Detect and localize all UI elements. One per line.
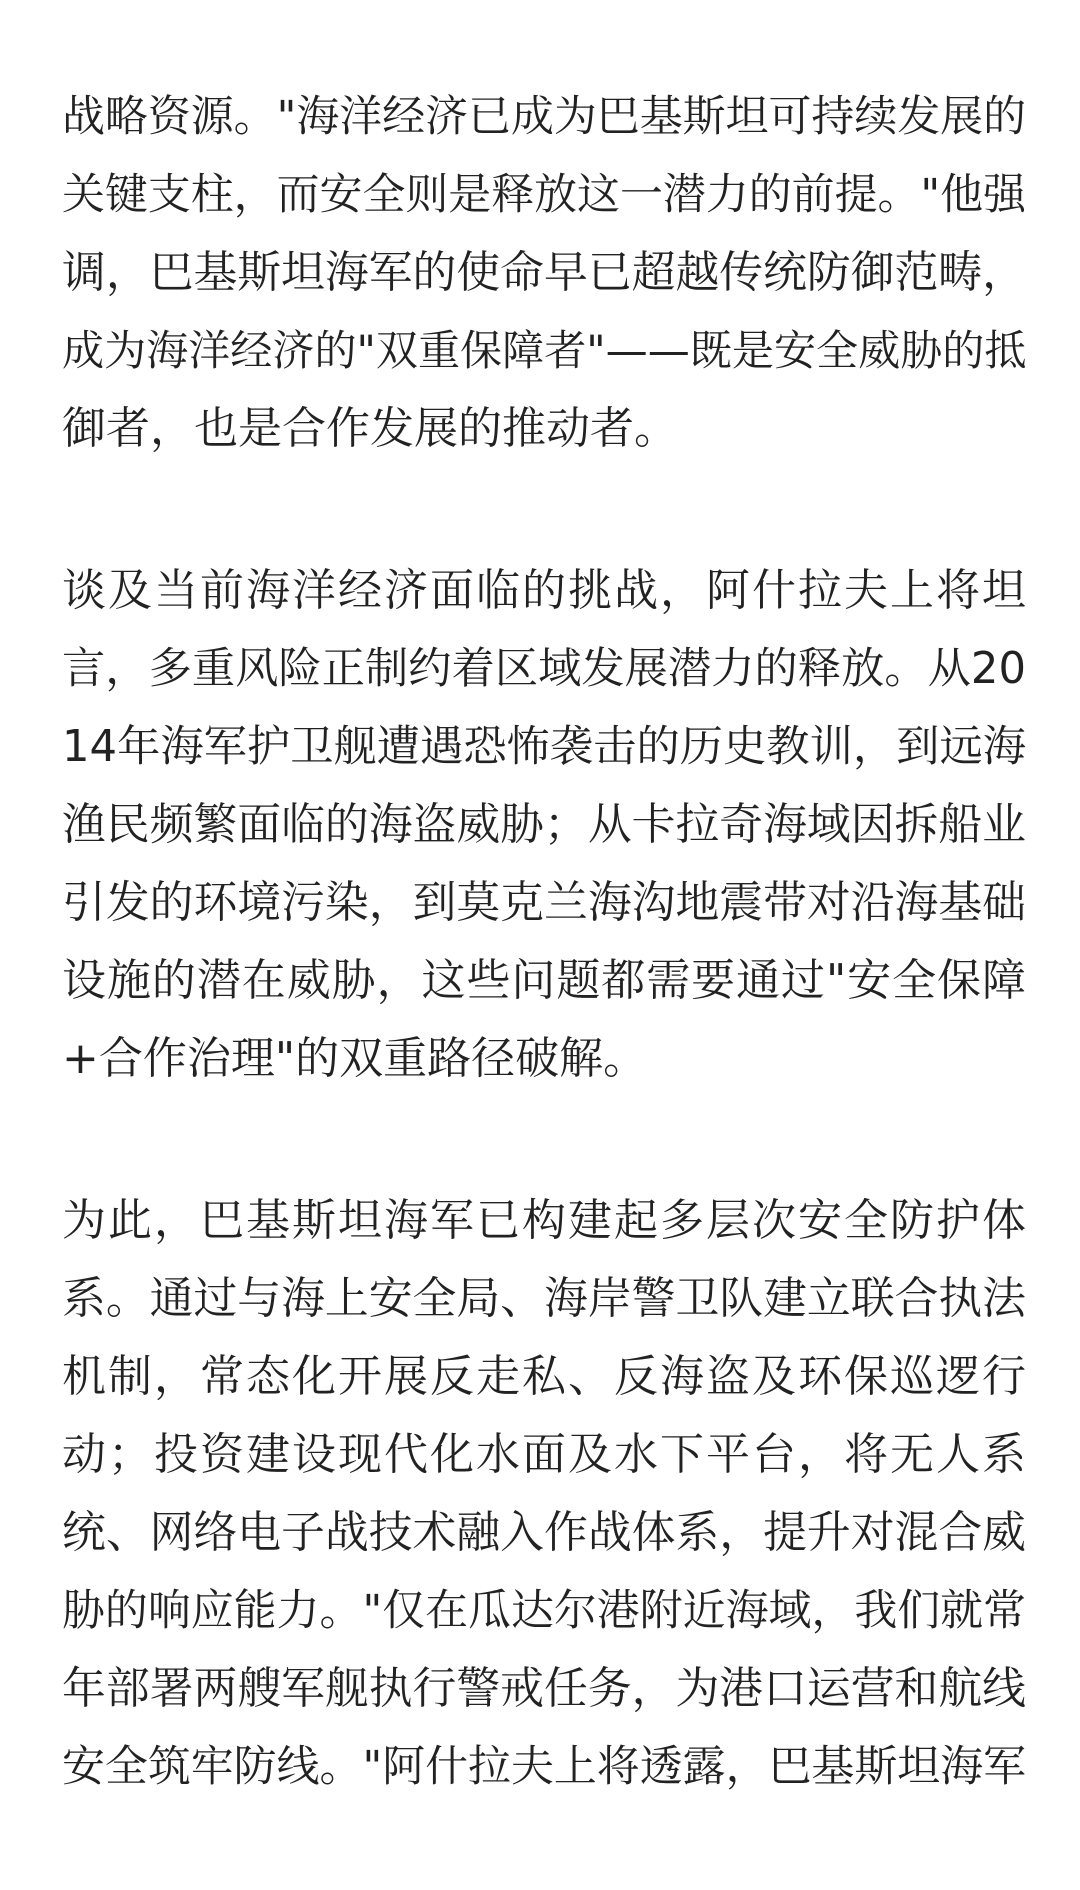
text-line: +合作治理"的双重路径破解。	[62, 1033, 648, 1084]
text-line: 年部署两艘军舰执行警戒任务，为港口运营和航线	[62, 1663, 1026, 1714]
paragraph-2	[62, 552, 1026, 1098]
text-line: 御者，也是合作发展的推动者。	[62, 403, 678, 454]
text-line: 调，巴基斯坦海军的使命早已超越传统防御范畴，	[62, 247, 1026, 298]
text-line: 成为海洋经济的"双重保障者"——既是安全威胁的抵	[62, 326, 1027, 375]
paragraph-1	[62, 78, 1026, 468]
text-line: 言，多重风险正制约着区域发展潜力的释放。从20	[62, 644, 1026, 694]
text-line: 渔民频繁面临的海盗威胁；从卡拉奇海域因拆船业	[62, 799, 1026, 850]
article-body	[62, 78, 1026, 1890]
text-line: 系。通过与海上安全局、海岸警卫队建立联合执法	[62, 1273, 1026, 1324]
text-line: 胁的响应能力。"仅在瓜达尔港附近海域，我们就常	[62, 1586, 1027, 1636]
text-line: 安全筑牢防线。"阿什拉夫上将透露，巴基斯坦海军	[62, 1742, 1027, 1792]
paragraph-3	[62, 1182, 1026, 1806]
text-line: 战略资源。"海洋经济已成为巴基斯坦可持续发展的	[62, 92, 1027, 142]
text-line: 谈及当前海洋经济面临的挑战，阿什拉夫上将坦	[62, 565, 1026, 616]
text-line: 为此，巴基斯坦海军已构建起多层次安全防护体	[62, 1195, 1026, 1246]
text-line: 14年海军护卫舰遭遇恐怖袭击的历史教训，到远海	[62, 722, 1026, 772]
text-line: 机制，常态化开展反走私、反海盗及环保巡逻行	[62, 1351, 1026, 1402]
text-line: 引发的环境污染，到莫克兰海沟地震带对沿海基础	[62, 877, 1026, 928]
text-line: 关键支柱，而安全则是释放这一潜力的前提。"他强	[62, 170, 1027, 220]
text-line: 设施的潜在威胁，这些问题都需要通过"安全保障	[62, 955, 1026, 1006]
text-line: 统、网络电子战技术融入作战体系，提升对混合威	[62, 1507, 1026, 1558]
text-line: 动；投资建设现代化水面及水下平台，将无人系	[62, 1429, 1026, 1480]
